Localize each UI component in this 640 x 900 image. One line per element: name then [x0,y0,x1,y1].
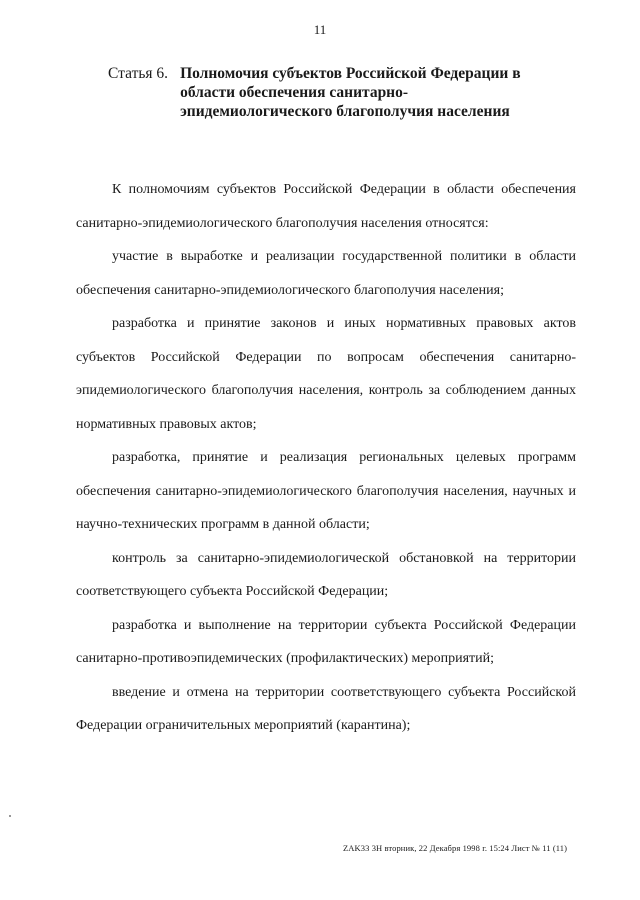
article-label: Статья 6. [108,65,169,82]
paragraph-control: контроль за санитарно-эпидемиологической обстановкой на территории соответствующего субъекта Российской Федерации; [76,550,576,599]
footer-print-info: ZAK33 3H вторник, 22 Декабря 1998 г. 15:24 Лист № 11 (11) [343,843,568,853]
article-body [76,173,576,743]
article-heading [108,64,588,121]
scan-speck [9,815,11,817]
paragraph-policy: участие в выработке и реализации государственной политики в области обеспечения санитарно-эпидемиологического благополучия населения; [76,249,576,298]
article-title: Полномочия субъектов Российской Федерации в области обеспечения санитарно-эпидемиологического благополучия населения [180,65,521,120]
paragraph-intro: К полномочиям субъектов Российской Федерации в области обеспечения санитарно-эпидемиологического благополучия населения относятся: [76,182,576,231]
paragraph-programs: разработка, принятие и реализация региональных целевых программ обеспечения санитарно-эпидемиологического благополучия населения, научных и научно-технических программ в данной области; [76,450,576,532]
paragraph-quarantine: введение и отмена на территории соответствующего субъекта Российской Федерации ограничительных мероприятий (карантина); [76,684,576,733]
paragraph-laws: разработка и принятие законов и иных нормативных правовых актов субъектов Российской Федерации по вопросам обеспечения санитарно-эпидемиологического благополучия населения, контроль за соблюдением данных нормативных правовых актов; [76,316,576,432]
paragraph-measures: разработка и выполнение на территории субъекта Российской Федерации санитарно-противоэпидемических (профилактических) мероприятий; [76,617,576,666]
page-number: 11 [313,22,327,37]
